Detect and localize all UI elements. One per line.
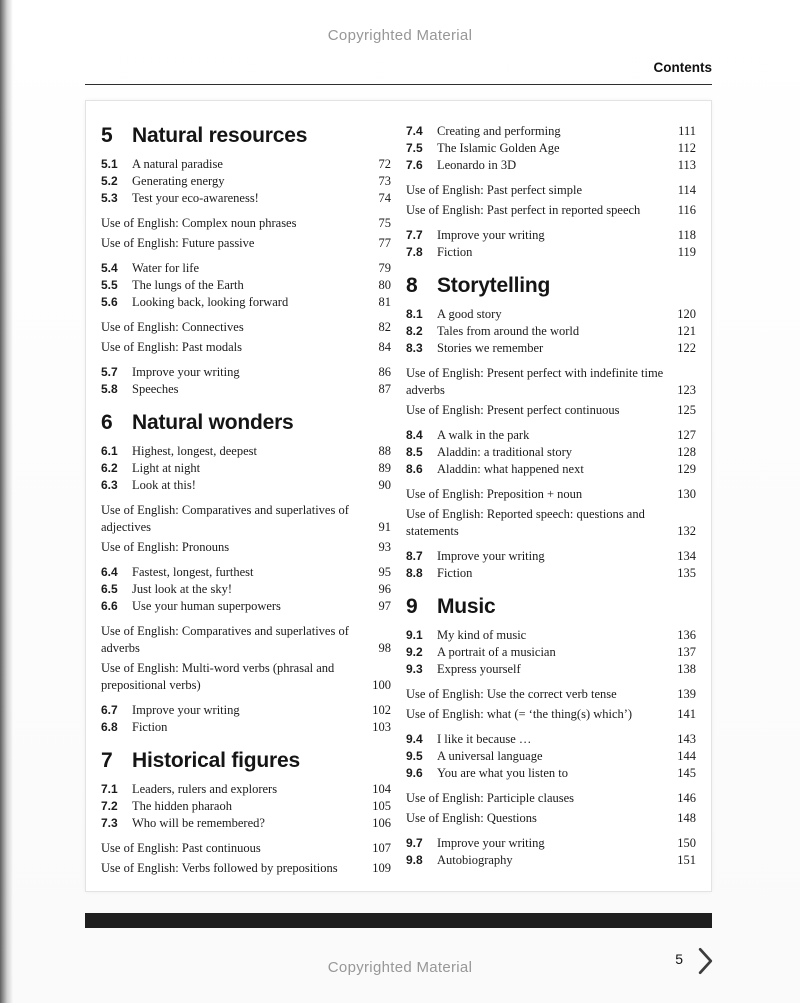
toc-section-entry	[101, 815, 391, 832]
entry-title: A natural paradise	[132, 157, 223, 171]
entry-title: A portrait of a musician	[437, 645, 556, 659]
toc-uoe-entry	[406, 506, 696, 540]
entry-page-number: 116	[677, 203, 696, 217]
entry-title: Use of English: Present perfect with indefinite time adverbs	[406, 366, 664, 397]
use-of-english-group	[406, 686, 696, 723]
chevron-right-icon	[697, 946, 714, 976]
section-number: 9.7	[406, 836, 423, 850]
page-number: 5	[675, 951, 683, 967]
entry-title: Who will be remembered?	[132, 816, 265, 830]
section-number: 8.6	[406, 462, 423, 476]
use-of-english-group	[406, 182, 696, 219]
section-group	[101, 702, 391, 736]
section-number: 6.6	[101, 599, 118, 613]
entry-title: Use of English: Comparatives and superlatives of adjectives	[101, 503, 349, 534]
section-number: 5.3	[101, 191, 118, 205]
header-rule	[85, 84, 712, 85]
entry-title: Use of English: Comparatives and superlatives of adverbs	[101, 624, 349, 655]
entry-page-number: 80	[378, 278, 391, 292]
entry-page-number: 144	[677, 749, 696, 763]
section-number: 8.4	[406, 428, 423, 442]
toc-section-entry	[406, 461, 696, 478]
toc-uoe-entry	[406, 790, 696, 807]
section-number: 7.7	[406, 228, 423, 242]
entry-page-number: 141	[677, 707, 696, 721]
section-number: 5.4	[101, 261, 118, 275]
section-number: 8.5	[406, 445, 423, 459]
use-of-english-group	[101, 623, 391, 694]
section-number: 8.3	[406, 341, 423, 355]
entry-title: Creating and performing	[437, 124, 561, 138]
section-number: 8.2	[406, 324, 423, 338]
entry-title: Use of English: Use the correct verb tense	[406, 687, 617, 701]
toc-uoe-entry	[101, 660, 391, 694]
toc-section-entry	[406, 835, 696, 852]
toc-section-entry	[406, 244, 696, 261]
section-number: 5.1	[101, 157, 118, 171]
entry-title: Improve your writing	[437, 228, 545, 242]
entry-title: Generating energy	[132, 174, 225, 188]
entry-title: Use of English: Connectives	[101, 320, 244, 334]
section-number: 6.1	[101, 444, 118, 458]
chapter-title: Storytelling	[437, 274, 551, 297]
entry-title: My kind of music	[437, 628, 527, 642]
toc-page	[85, 100, 712, 892]
entry-page-number: 97	[378, 599, 391, 613]
entry-title: Tales from around the world	[437, 324, 580, 338]
toc-section-entry	[406, 748, 696, 765]
toc-section-entry	[101, 702, 391, 719]
toc-section-entry	[101, 443, 391, 460]
section-number: 9.6	[406, 766, 423, 780]
section-number: 7.2	[101, 799, 118, 813]
entry-page-number: 104	[372, 782, 391, 796]
entry-title: The Islamic Golden Age	[437, 141, 560, 155]
section-number: 9.1	[406, 628, 423, 642]
entry-page-number: 151	[677, 853, 696, 867]
toc-section-entry	[101, 277, 391, 294]
entry-page-number: 79	[378, 261, 391, 275]
toc-section-entry	[101, 564, 391, 581]
entry-title: Autobiography	[437, 853, 513, 867]
chapter-title: Historical figures	[132, 749, 300, 772]
top-watermark: Copyrighted Material	[327, 27, 473, 44]
toc-section-entry	[406, 627, 696, 644]
toc-section-entry	[406, 765, 696, 782]
entry-title: Aladdin: what happened next	[437, 462, 584, 476]
toc-uoe-entry	[101, 860, 391, 877]
entry-page-number: 84	[378, 340, 391, 354]
entry-title: Fiction	[437, 566, 473, 580]
toc-section-entry	[406, 323, 696, 340]
toc-uoe-entry	[101, 339, 391, 356]
entry-page-number: 113	[677, 158, 696, 172]
toc-uoe-entry	[101, 539, 391, 556]
section-number: 9.8	[406, 853, 423, 867]
entry-page-number: 114	[677, 183, 696, 197]
section-group	[406, 731, 696, 782]
toc-uoe-entry	[101, 502, 391, 536]
entry-title: Fiction	[437, 245, 473, 259]
section-group	[406, 548, 696, 582]
section-number: 9.5	[406, 749, 423, 763]
toc-section-entry	[101, 190, 391, 207]
toc-section-entry	[101, 381, 391, 398]
entry-page-number: 118	[677, 228, 696, 242]
entry-title: Improve your writing	[132, 703, 240, 717]
bottom-bar	[85, 913, 712, 928]
entry-page-number: 148	[677, 811, 696, 825]
entry-page-number: 134	[677, 549, 696, 563]
entry-title: Use of English: Present perfect continuous	[406, 403, 620, 417]
toc-section-entry	[406, 644, 696, 661]
toc-section-entry	[406, 157, 696, 174]
toc-uoe-entry	[101, 319, 391, 336]
entry-title: Use of English: Past perfect in reported speech	[406, 203, 641, 217]
toc-right-column	[406, 123, 696, 891]
section-number: 6.7	[101, 703, 118, 717]
section-number: 7.1	[101, 782, 118, 796]
entry-page-number: 135	[677, 566, 696, 580]
section-number: 6.8	[101, 720, 118, 734]
entry-title: Light at night	[132, 461, 201, 475]
entry-page-number: 130	[677, 487, 696, 501]
section-number: 5.2	[101, 174, 118, 188]
toc-uoe-entry	[406, 810, 696, 827]
entry-page-number: 122	[677, 341, 696, 355]
entry-page-number: 87	[378, 382, 391, 396]
entry-page-number: 72	[378, 157, 391, 171]
entry-title: Aladdin: a traditional story	[437, 445, 573, 459]
toc-uoe-entry	[406, 182, 696, 199]
section-group	[406, 306, 696, 357]
toc-uoe-entry	[101, 235, 391, 252]
toc-uoe-entry	[101, 840, 391, 857]
entry-page-number: 120	[677, 307, 696, 321]
use-of-english-group	[406, 790, 696, 827]
toc-section-entry	[101, 156, 391, 173]
section-number: 7.8	[406, 245, 423, 259]
section-group	[101, 781, 391, 832]
use-of-english-group	[406, 365, 696, 419]
entry-title: Use of English: Pronouns	[101, 540, 230, 554]
entry-title: Use of English: Past modals	[101, 340, 242, 354]
use-of-english-group	[101, 215, 391, 252]
chapter-title: Natural resources	[132, 124, 308, 147]
entry-page-number: 106	[372, 816, 391, 830]
entry-page-number: 82	[378, 320, 391, 334]
toc-uoe-entry	[406, 202, 696, 219]
entry-title: Use of English: Preposition + noun	[406, 487, 583, 501]
entry-page-number: 123	[677, 383, 696, 397]
entry-page-number: 91	[378, 520, 391, 534]
entry-title: You are what you listen to	[437, 766, 569, 780]
entry-page-number: 109	[372, 861, 391, 875]
entry-title: Use your human superpowers	[132, 599, 281, 613]
entry-title: Highest, longest, deepest	[132, 444, 257, 458]
toc-uoe-entry	[406, 365, 696, 399]
section-number: 6.4	[101, 565, 118, 579]
section-number: 8.7	[406, 549, 423, 563]
entry-title: Use of English: Participle clauses	[406, 791, 575, 805]
section-group	[406, 123, 696, 174]
use-of-english-group	[101, 840, 391, 877]
entry-page-number: 143	[677, 732, 696, 746]
toc-section-entry	[406, 227, 696, 244]
entry-title: A good story	[437, 307, 502, 321]
entry-page-number: 93	[378, 540, 391, 554]
use-of-english-group	[101, 502, 391, 556]
section-group	[406, 835, 696, 869]
entry-title: Use of English: Future passive	[101, 236, 255, 250]
toc-section-entry	[406, 731, 696, 748]
entry-page-number: 138	[677, 662, 696, 676]
toc-uoe-entry	[406, 486, 696, 503]
chapter-number: 5	[101, 124, 113, 147]
entry-page-number: 74	[378, 191, 391, 205]
chapter-heading	[101, 123, 391, 148]
toc-section-entry	[101, 294, 391, 311]
entry-page-number: 129	[677, 462, 696, 476]
chapter-heading	[406, 273, 696, 298]
section-group	[406, 627, 696, 678]
entry-title: Leonardo in 3D	[437, 158, 517, 172]
chapter-number: 8	[406, 274, 418, 297]
entry-page-number: 95	[378, 565, 391, 579]
entry-page-number: 128	[677, 445, 696, 459]
section-group	[101, 156, 391, 207]
entry-title: Speeches	[132, 382, 179, 396]
section-group	[101, 364, 391, 398]
toc-section-entry	[101, 598, 391, 615]
entry-title: Use of English: Questions	[406, 811, 537, 825]
bottom-watermark: Copyrighted Material	[327, 959, 473, 976]
toc-section-entry	[101, 260, 391, 277]
entry-page-number: 77	[378, 236, 391, 250]
entry-title: Use of English: Complex noun phrases	[101, 216, 297, 230]
entry-page-number: 111	[678, 124, 696, 138]
toc-section-entry	[406, 565, 696, 582]
chapter-number: 7	[101, 749, 113, 772]
toc-section-entry	[101, 719, 391, 736]
toc-uoe-entry	[101, 623, 391, 657]
toc-uoe-entry	[406, 686, 696, 703]
entry-title: Leaders, rulers and explorers	[132, 782, 278, 796]
section-number: 7.5	[406, 141, 423, 155]
section-number: 9.4	[406, 732, 423, 746]
entry-page-number: 119	[677, 245, 696, 259]
chapter-title: Natural wonders	[132, 411, 294, 434]
chapter-title: Music	[437, 595, 496, 618]
toc-uoe-entry	[101, 215, 391, 232]
entry-title: Use of English: Past perfect simple	[406, 183, 583, 197]
use-of-english-group	[101, 319, 391, 356]
toc-section-entry	[406, 340, 696, 357]
toc-section-entry	[101, 173, 391, 190]
section-number: 8.8	[406, 566, 423, 580]
entry-page-number: 100	[372, 678, 391, 692]
entry-page-number: 105	[372, 799, 391, 813]
use-of-english-group	[406, 486, 696, 540]
entry-page-number: 127	[677, 428, 696, 442]
entry-title: A walk in the park	[437, 428, 530, 442]
entry-title: Stories we remember	[437, 341, 544, 355]
entry-title: Use of English: Verbs followed by prepositions	[101, 861, 338, 875]
entry-title: Express yourself	[437, 662, 521, 676]
toc-section-entry	[406, 852, 696, 869]
entry-page-number: 132	[677, 524, 696, 538]
section-number: 5.6	[101, 295, 118, 309]
section-group	[101, 443, 391, 494]
entry-page-number: 125	[677, 403, 696, 417]
chapter-number: 9	[406, 595, 418, 618]
entry-title: Use of English: what (= ‘the thing(s) which’)	[406, 707, 633, 721]
section-number: 9.3	[406, 662, 423, 676]
section-number: 7.3	[101, 816, 118, 830]
toc-uoe-entry	[406, 706, 696, 723]
entry-title: Improve your writing	[132, 365, 240, 379]
section-group	[101, 564, 391, 615]
toc-section-entry	[406, 306, 696, 323]
entry-page-number: 103	[372, 720, 391, 734]
section-number: 7.6	[406, 158, 423, 172]
toc-section-entry	[406, 661, 696, 678]
section-number: 8.1	[406, 307, 423, 321]
entry-page-number: 139	[677, 687, 696, 701]
entry-page-number: 150	[677, 836, 696, 850]
entry-title: Use of English: Multi-word verbs (phrasal and prepositional verbs)	[101, 661, 335, 692]
next-page-button[interactable]	[695, 944, 716, 978]
section-number: 5.5	[101, 278, 118, 292]
entry-title: Improve your writing	[437, 549, 545, 563]
entry-page-number: 107	[372, 841, 391, 855]
toc-section-entry	[406, 444, 696, 461]
entry-title: Fiction	[132, 720, 168, 734]
toc-section-entry	[101, 477, 391, 494]
section-number: 6.5	[101, 582, 118, 596]
entry-title: Looking back, looking forward	[132, 295, 289, 309]
entry-page-number: 90	[378, 478, 391, 492]
section-number: 7.4	[406, 124, 423, 138]
entry-page-number: 121	[677, 324, 696, 338]
entry-title: Test your eco-awareness!	[132, 191, 259, 205]
toc-section-entry	[101, 781, 391, 798]
entry-page-number: 136	[677, 628, 696, 642]
entry-title: Use of English: Reported speech: questions and statements	[406, 507, 645, 538]
entry-page-number: 112	[677, 141, 696, 155]
section-number: 5.8	[101, 382, 118, 396]
entry-title: Fastest, longest, furthest	[132, 565, 254, 579]
entry-page-number: 98	[378, 641, 391, 655]
entry-page-number: 81	[378, 295, 391, 309]
entry-title: Improve your writing	[437, 836, 545, 850]
entry-page-number: 145	[677, 766, 696, 780]
entry-title: Water for life	[132, 261, 200, 275]
chapter-heading	[101, 410, 391, 435]
section-group	[406, 427, 696, 478]
section-number: 6.2	[101, 461, 118, 475]
toc-section-entry	[101, 460, 391, 477]
entry-page-number: 137	[677, 645, 696, 659]
entry-title: The lungs of the Earth	[132, 278, 244, 292]
entry-page-number: 102	[372, 703, 391, 717]
entry-page-number: 75	[378, 216, 391, 230]
entry-title: Use of English: Past continuous	[101, 841, 261, 855]
section-number: 6.3	[101, 478, 118, 492]
entry-page-number: 88	[378, 444, 391, 458]
section-number: 5.7	[101, 365, 118, 379]
chapter-number: 6	[101, 411, 113, 434]
entry-title: The hidden pharaoh	[132, 799, 232, 813]
chapter-heading	[101, 748, 391, 773]
chapter-heading	[406, 594, 696, 619]
toc-section-entry	[406, 140, 696, 157]
entry-page-number: 89	[378, 461, 391, 475]
entry-title: A universal language	[437, 749, 543, 763]
toc-section-entry	[101, 581, 391, 598]
entry-title: I like it because …	[437, 732, 532, 746]
section-group	[101, 260, 391, 311]
toc-left-column	[101, 123, 391, 891]
toc-section-entry	[406, 123, 696, 140]
entry-page-number: 96	[378, 582, 391, 596]
toc-uoe-entry	[406, 402, 696, 419]
toc-section-entry	[101, 364, 391, 381]
toc-section-entry	[101, 798, 391, 815]
contents-header: Contents	[653, 60, 712, 75]
entry-page-number: 73	[378, 174, 391, 188]
section-number: 9.2	[406, 645, 423, 659]
entry-page-number: 146	[677, 791, 696, 805]
toc-section-entry	[406, 548, 696, 565]
section-group	[406, 227, 696, 261]
entry-title: Just look at the sky!	[132, 582, 232, 596]
entry-page-number: 86	[378, 365, 391, 379]
toc-section-entry	[406, 427, 696, 444]
entry-title: Look at this!	[132, 478, 196, 492]
page-curl-shadow	[0, 0, 13, 1003]
